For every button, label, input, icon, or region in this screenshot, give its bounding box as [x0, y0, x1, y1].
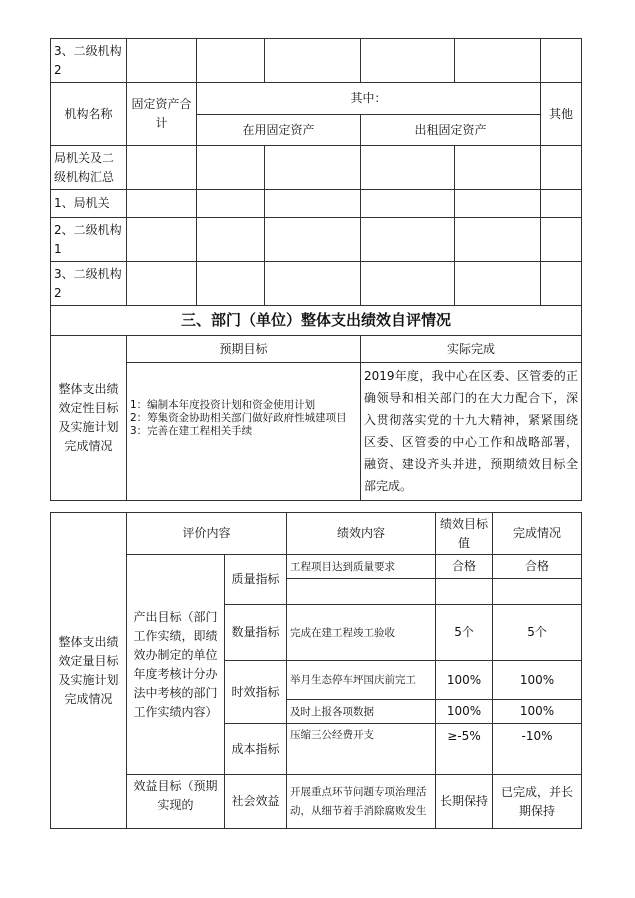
completion-value: 5个 — [493, 605, 582, 661]
table-row — [51, 363, 582, 501]
table-row — [51, 190, 582, 218]
target-header: 绩效目标值 — [436, 513, 493, 555]
indicator-cell: 成本指标 — [225, 724, 287, 775]
performance-header: 绩效内容 — [287, 513, 436, 555]
performance-content: 压缩三公经费开支 — [287, 724, 436, 775]
org-name-cell: 3、二级机构2 — [51, 262, 127, 306]
table-row — [51, 218, 582, 262]
table-row — [51, 775, 582, 829]
completion-value: 100% — [493, 700, 582, 724]
table-row — [51, 262, 582, 306]
in-use-header: 在用固定资产 — [197, 115, 361, 146]
target-value: 100% — [436, 700, 493, 724]
performance-content: 及时上报各项数据 — [287, 700, 436, 724]
indicator-cell: 质量指标 — [225, 555, 287, 605]
output-goal-cell: 产出目标（部门工作实绩，即绩效办制定的单位年度考核计分办法中考核的部门工作实绩内容） — [127, 555, 225, 775]
expected-goal-item: 2：筹集资金协助相关部门做好政府性城建项目 — [130, 412, 347, 424]
target-value: 100% — [436, 661, 493, 700]
expected-goal-item: 1：编制本年度投资计划和资金使用计划 — [130, 399, 316, 411]
completion-header: 完成情况 — [493, 513, 582, 555]
target-value: 长期保持 — [436, 775, 493, 829]
other-header: 其他 — [541, 83, 582, 146]
completion-value: 100% — [493, 661, 582, 700]
table-row — [51, 146, 582, 190]
section-title: 三、部门（单位）整体支出绩效自评情况 — [51, 306, 582, 336]
header-row — [51, 336, 582, 363]
leased-header: 出租固定资产 — [361, 115, 541, 146]
header-row — [51, 513, 582, 555]
performance-content: 举月生态停车坪国庆前完工 — [287, 661, 436, 700]
quantitative-table — [50, 512, 582, 829]
indicator-cell: 数量指标 — [225, 605, 287, 661]
of-which-header: 其中： — [197, 83, 541, 115]
fixed-asset-table — [50, 38, 582, 501]
org-name-cell: 1、局机关 — [51, 190, 127, 218]
indicator-cell: 社会效益 — [225, 775, 287, 829]
completion-value: -10% — [493, 724, 582, 775]
quantitative-label: 整体支出绩效定量目标及实施计划完成情况 — [51, 513, 127, 829]
target-value: 合格 — [436, 555, 493, 579]
performance-content: 开展重点环节问题专项治理活动，从细节着手消除腐败发生 — [287, 775, 436, 829]
fixed-assets-total-header: 固定资产合计 — [127, 83, 197, 146]
target-value: ≥-5% — [436, 724, 493, 775]
benefit-goal-cell: 效益目标（预期实现的 — [127, 775, 225, 829]
org-name-header: 机构名称 — [51, 83, 127, 146]
evaluation-header: 评价内容 — [127, 513, 287, 555]
performance-content: 完成在建工程竣工验收 — [287, 605, 436, 661]
expected-goals-cell — [127, 363, 361, 501]
org-name-cell: 3、二级机构2 — [51, 39, 127, 83]
qualitative-label: 整体支出绩效定性目标及实施计划完成情况 — [51, 336, 127, 501]
actual-completion-cell: 2019年度，我中心在区委、区管委的正确领导和相关部门的在大力配合下，深入贯彻落实党的十九大精神，紧紧围绕区委、区管委的中心工作和战略部署，融资、建设齐头并进，预期绩效目标全部完成。 — [361, 363, 582, 501]
org-name-cell: 局机关及二级机构汇总 — [51, 146, 127, 190]
indicator-cell: 时效指标 — [225, 661, 287, 724]
actual-completion-header: 实际完成 — [361, 336, 582, 363]
completion-value: 已完成，并长期保持 — [493, 775, 582, 829]
table-row — [51, 555, 582, 579]
section-title-row — [51, 306, 582, 336]
table-row — [51, 39, 582, 83]
performance-content: 工程项目达到质量要求 — [287, 555, 436, 579]
expected-goal-item: 3：完善在建工程相关手续 — [130, 425, 253, 437]
expected-goals-header: 预期目标 — [127, 336, 361, 363]
target-value: 5个 — [436, 605, 493, 661]
header-row — [51, 83, 582, 115]
completion-value: 合格 — [493, 555, 582, 579]
org-name-cell: 2、二级机构1 — [51, 218, 127, 262]
